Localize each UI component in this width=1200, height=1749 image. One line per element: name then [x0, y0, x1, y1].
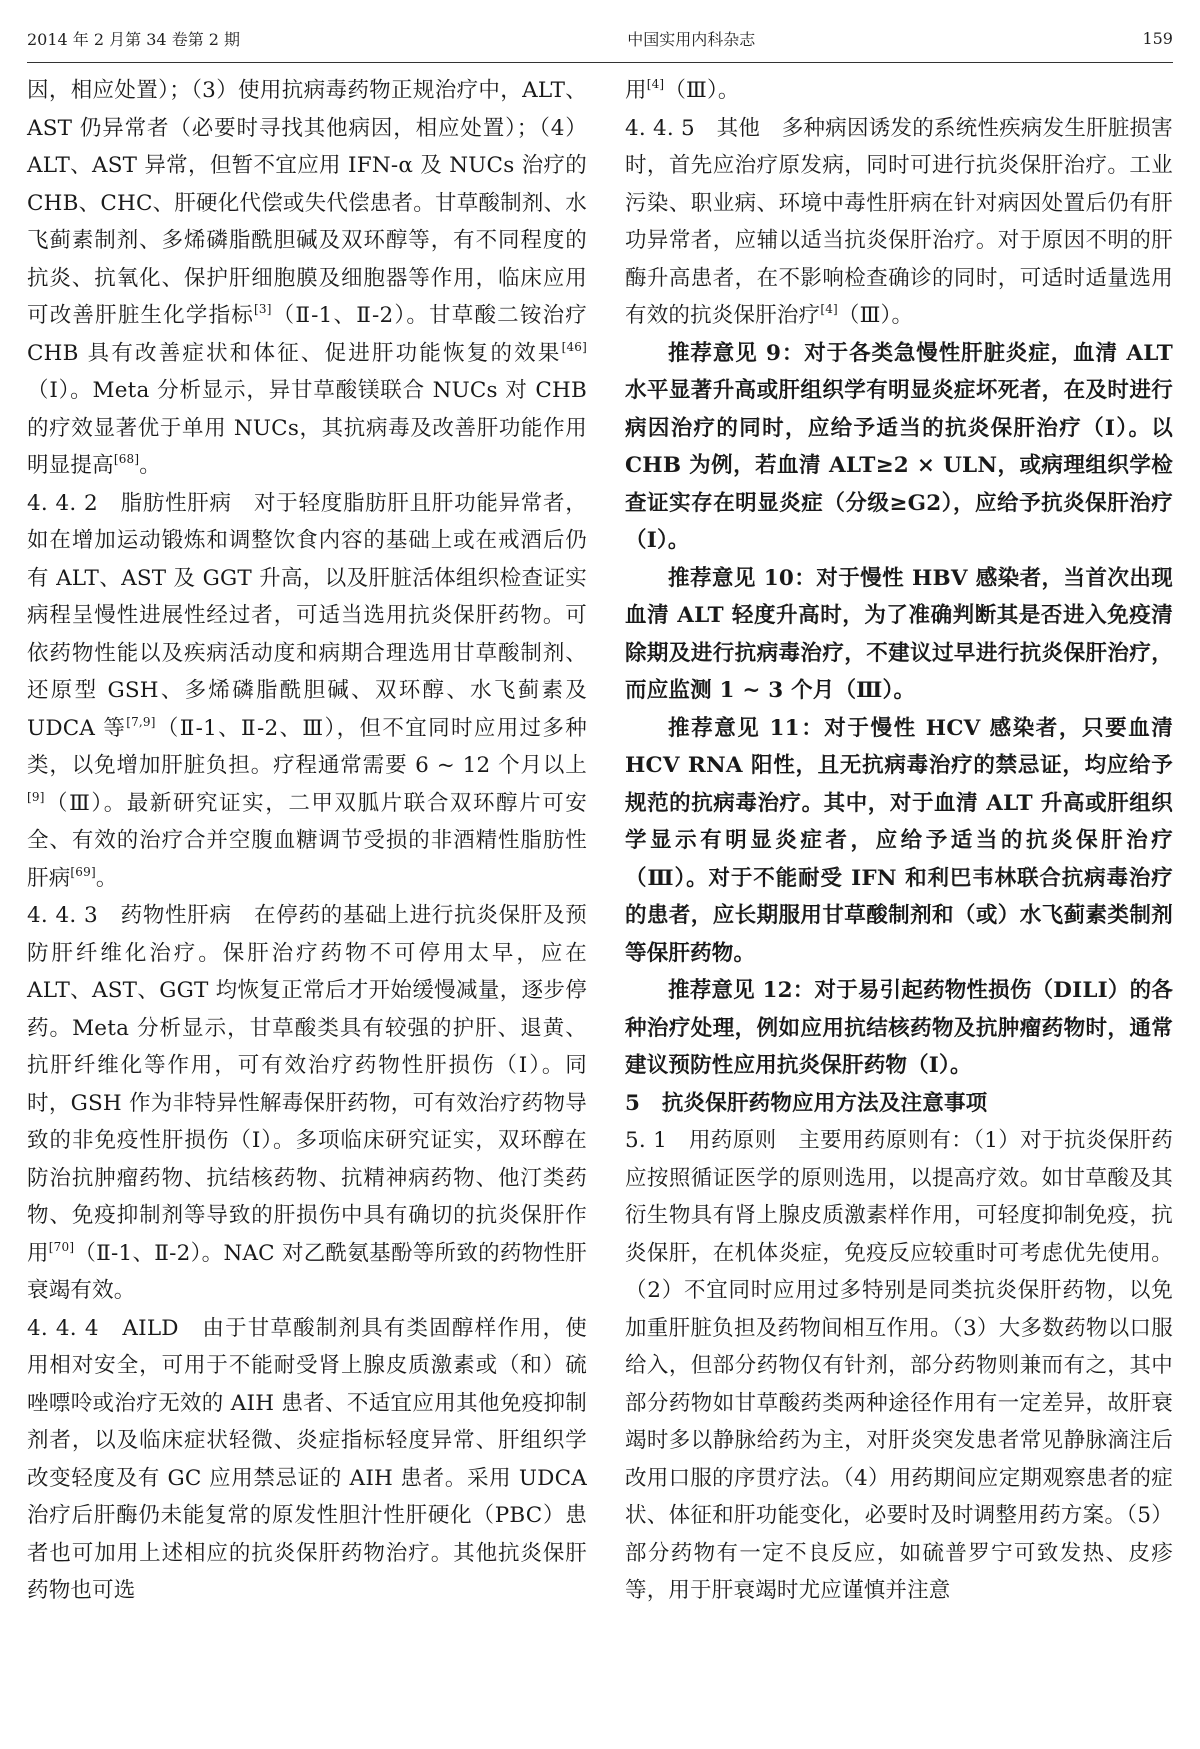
recommendation-12: 推荐意见 12：对于易引起药物性损伤（DILI）的各种治疗处理，例如应用抗结核药物及抗肿瘤药物时，通常建议预防性应用抗炎保肝药物（Ⅰ）。: [625, 978, 1173, 1078]
recommendation-11: 推荐意见 11：对于慢性 HCV 感染者，只要血清 HCV RNA 阳性，且无抗病毒治疗的禁忌证，均应给予规范的抗病毒治疗。其中，对于血清 ALT 升高或肝组织学显示有明显炎症者，应给予适当的抗炎保肝治疗（Ⅲ）。对于不能耐受 IFN 和利巴韦林联合抗病毒治疗的患者，应长期服用甘草酸制剂和（或）水飞蓟素类制剂等保肝药物。: [625, 715, 1173, 966]
section-4-4-5: [625, 110, 1173, 335]
citation: [46]: [561, 339, 587, 354]
citation: [3]: [254, 302, 272, 316]
section-5-1: [625, 1122, 1173, 1610]
paragraph-continuation: [625, 72, 1173, 110]
text: （Ⅲ）。: [664, 78, 740, 103]
text: （Ⅱ-1、Ⅱ-2）。NAC 对乙酰氨基酚等所致的药物性肝衰竭有效。: [27, 1240, 587, 1303]
citation: [9]: [27, 789, 45, 804]
citation: [70]: [48, 1239, 75, 1254]
running-header: [27, 18, 1173, 58]
section-title: 脂肪性肝病: [120, 490, 232, 516]
text: （Ⅲ）。最新研究证实，二甲双胍片联合双环醇片可安全、有效的治疗合并空腹血糖调节受损的非酒精性脂肪性肝病: [27, 790, 587, 891]
text: 多种病因诱发的系统性疾病发生肝脏损害时，首先应治疗原发病，同时可进行抗炎保肝治疗。工业污染、职业病、环境中毒性肝病在针对病因处置后仍有肝功异常者，应辅以适当抗炎保肝治疗。对于原因不明的肝酶升高患者，在不影响检查确诊的同时，可适时适量选用有效的抗炎保肝治疗: [625, 115, 1173, 328]
paragraph-continuation: [27, 72, 587, 485]
text: 。: [95, 865, 118, 891]
section-number: 4. 4. 3: [27, 903, 98, 928]
text: 。: [139, 453, 161, 478]
right-column: [625, 72, 1173, 1610]
section-number: 4. 4. 5: [625, 115, 695, 141]
section-title: 用药原则: [689, 1128, 777, 1153]
text: 对于轻度脂肪肝且肝功能异常者，如在增加运动锻炼和调整饮食内容的基础上或在戒酒后仍有 ALT、AST 及 GGT 升高，以及肝脏活体组织检查证实病程呈慢性进展性经过者，可适当选用抗炎保肝药物。可依药物性能以及疾病活动度和病期合理选用甘草酸制剂、还原型 GSH、多烯磷脂酰胆碱、双环醇、水飞蓟素及 UDCA 等: [27, 490, 587, 741]
text: （Ⅱ-1、Ⅱ-2）。甘草酸二铵治疗 CHB 具有改善症状和体征、促进肝功能恢复的效果: [27, 303, 587, 366]
section-5-heading: 5 抗炎保肝药物应用方法及注意事项: [625, 1090, 988, 1116]
section-title: 其他: [716, 115, 761, 141]
section-title: 药物性肝病: [120, 903, 232, 928]
text: 因，相应处置）；（3）使用抗病毒药物正规治疗中，ALT、AST 仍异常者（必要时寻找其他病因，相应处置）；（4）ALT、AST 异常，但暂不宜应用 IFN-α 及 NUCs 治疗的 CHB、CHC、肝硬化代偿或失代偿患者。甘草酸制剂、水飞蓟素制剂、多烯磷脂酰胆碱及双环醇等，有不同程度的抗炎、抗氧化、保护肝细胞膜及细胞器等作用，临床应用可改善肝脏生化学指标: [27, 78, 587, 328]
recommendation-10: 推荐意见 10：对于慢性 HBV 感染者，当首次出现血清 ALT 轻度升高时，为了准确判断其是否进入免疫清除期及进行抗病毒治疗，不建议过早进行抗炎保肝治疗，而应监测 1 ~ 3 个月（Ⅲ）。: [625, 565, 1173, 703]
section-number: 5. 1: [625, 1128, 667, 1153]
left-column: [27, 72, 587, 1610]
text: 用: [625, 78, 647, 103]
text: （Ⅰ）。Meta 分析显示，异甘草酸镁联合 NUCs 对 CHB 的疗效显著优于单用 NUCs，其抗病毒及改善肝功能作用明显提高: [27, 378, 587, 478]
text: （Ⅱ-1、Ⅱ-2、Ⅲ），但不宜同时应用过多种类，以免增加肝脏负担。疗程通常需要 6 ~ 12 个月以上: [27, 715, 587, 778]
section-4-4-2: [27, 485, 587, 898]
text: （Ⅲ）。: [837, 303, 914, 328]
text: 由于甘草酸制剂具有类固醇样作用，使用相对安全，可用于不能耐受肾上腺皮质激素或（和）硫唑嘌呤或治疗无效的 AIH 患者、不适宜应用其他免疫抑制剂者，以及临床症状轻微、炎症指标轻度异常、肝组织学改变轻度及有 GC 应用禁忌证的 AIH 患者。采用 UDCA 治疗后肝酶仍未能复常的原发性胆汁性肝硬化（PBC）患者也可加用上述相应的抗炎保肝药物治疗。其他抗炎保肝药物也可选: [27, 1315, 588, 1603]
citation: [7,9]: [126, 714, 156, 729]
section-4-4-3: [27, 897, 587, 1310]
citation: [69]: [70, 864, 96, 879]
header-rule: [27, 62, 1173, 63]
citation: [68]: [113, 452, 140, 466]
text: 在停药的基础上进行抗炎保肝及预防肝纤维化治疗。保肝治疗药物不可停用太早，应在 ALT、AST、GGT 均恢复正常后才开始缓慢减量，逐步停药。Meta 分析显示，甘草酸类具有较强的护肝、退黄、抗肝纤维化等作用，可有效治疗药物性肝损伤（Ⅰ）。同时，GSH 作为非特异性解毒保肝药物，可有效治疗药物导致的非免疫性肝损伤（Ⅰ）。多项临床研究证实，双环醇在防治抗肿瘤药物、抗结核药物、抗精神病药物、他汀类药物、免疫抑制剂等导致的肝损伤中具有确切的抗炎保肝作用: [27, 903, 587, 1266]
section-title: AILD: [122, 1315, 179, 1341]
text: 主要用药原则有：（1）对于抗炎保肝药应按照循证医学的原则选用，以提高疗效。如甘草酸及其衍生物具有肾上腺皮质激素样作用，可轻度抑制免疫，抗炎保肝，在机体炎症，免疫反应较重时可考虑优先使用。（2）不宜同时应用过多特别是同类抗炎保肝药物，以免加重肝脏负担及药物间相互作用。（3）大多数药物以口服给入，但部分药物仅有针剂，部分药物则兼而有之，其中部分药物如甘草酸药类两种途径作用有一定差异，故肝衰竭时多以静脉给药为主，对肝炎突发患者常见静脉滴注后改用口服的序贯疗法。（4）用药期间应定期观察患者的症状、体征和肝功能变化，必要时及时调整用药方案。（5）部分药物有一定不良反应，如硫普罗宁可致发热、皮疹等，用于肝衰竭时尤应谨慎并注意: [625, 1128, 1173, 1603]
header-page-number: 159: [1142, 28, 1173, 48]
citation: [4]: [646, 77, 665, 91]
header-journal-title: 中国实用内科杂志: [627, 29, 756, 49]
header-issue: 2014 年 2 月第 34 卷第 2 期: [27, 29, 241, 49]
recommendation-9: 推荐意见 9：对于各类急慢性肝脏炎症，血清 ALT 水平显著升高或肝组织学有明显炎症坏死者，在及时进行病因治疗的同时，应给予适当的抗炎保肝治疗（Ⅰ）。以 CHB 为例，若血清 ALT≥2 × ULN，或病理组织学检查证实存在明显炎症（分级≥G2），应给予抗炎保肝治疗（Ⅰ）。: [625, 340, 1173, 553]
section-number: 4. 4. 2: [27, 490, 98, 516]
citation: [4]: [820, 302, 838, 316]
section-number: 4. 4. 4: [27, 1315, 99, 1341]
section-4-4-4: [27, 1310, 587, 1610]
